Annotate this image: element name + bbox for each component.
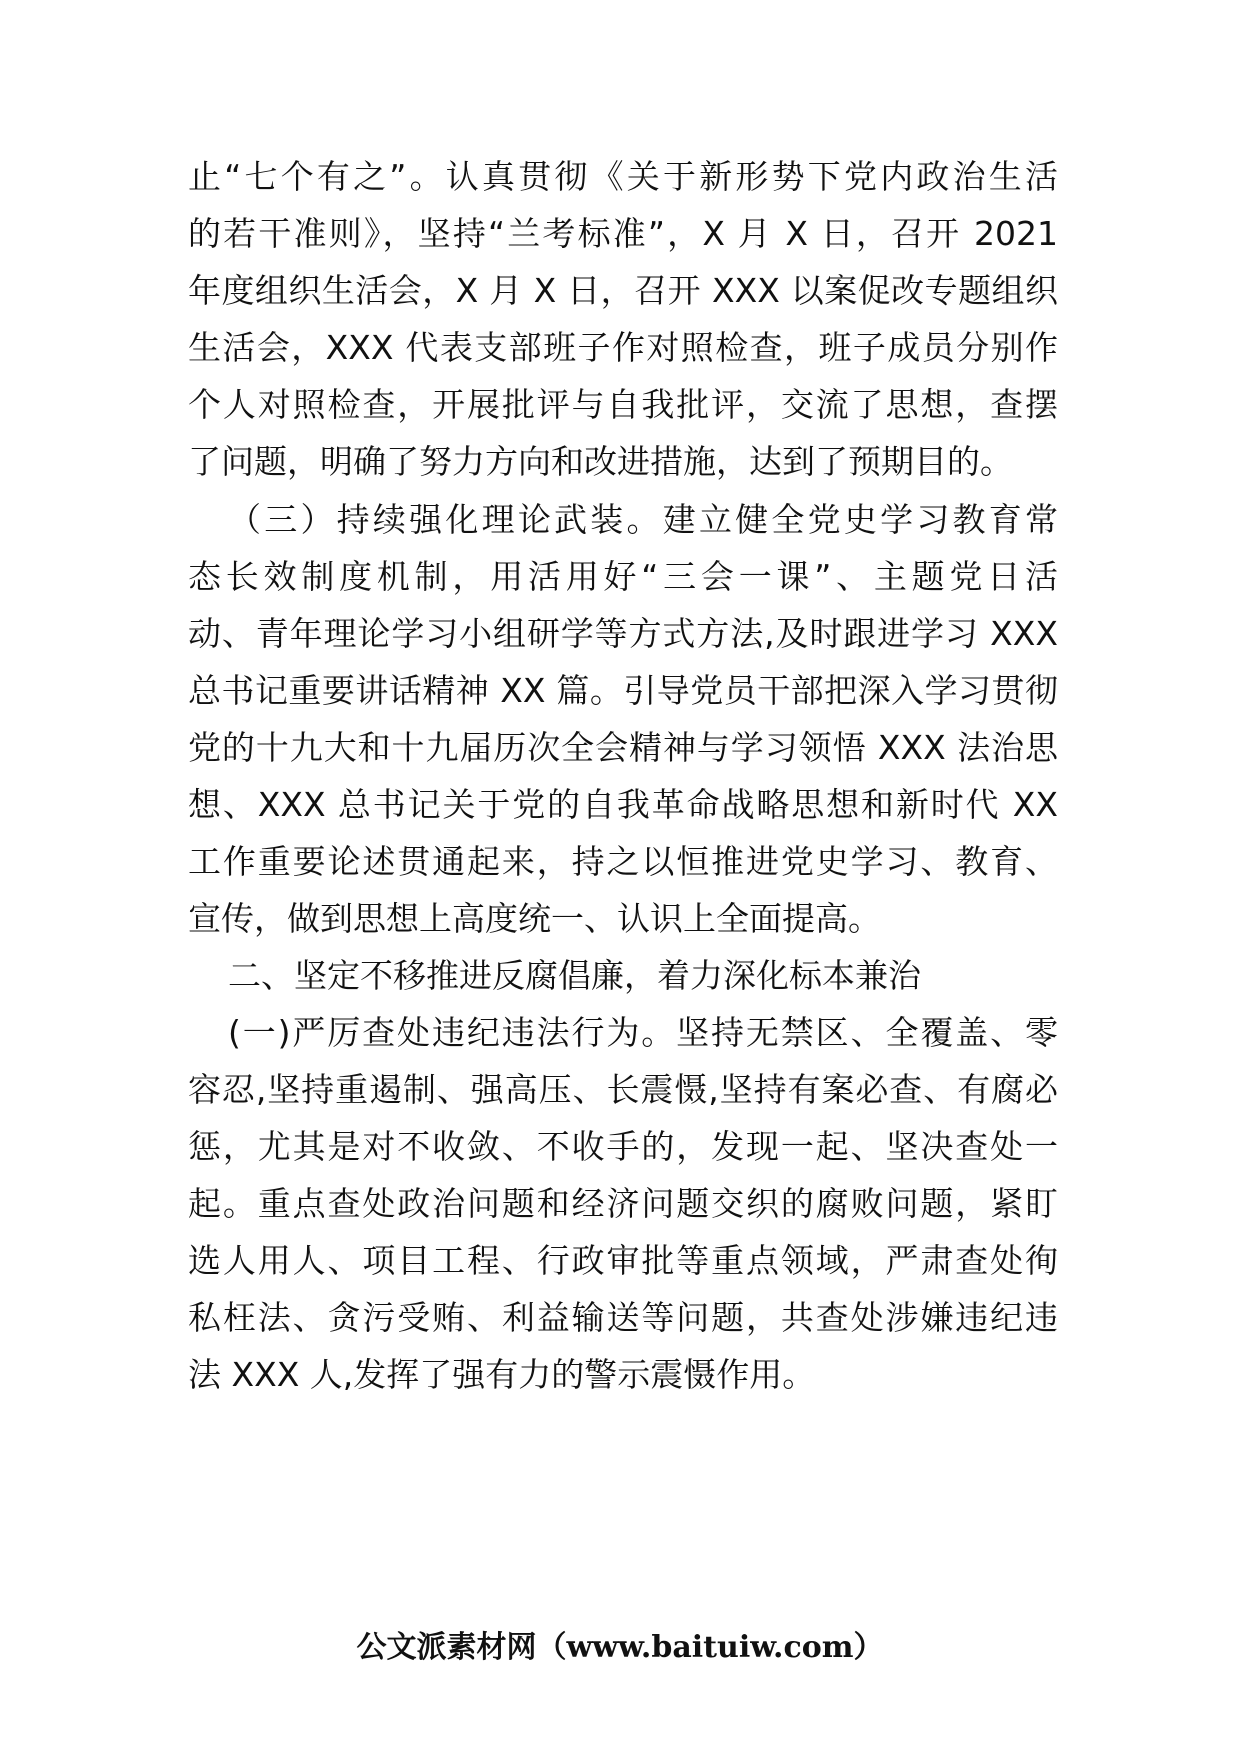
text-line: 年度组织生活会，X 月 X 日，召开 XXX 以案促改专题组织 <box>188 271 1058 310</box>
text-line: 法 XXX 人,发挥了强有力的警示震慑作用。 <box>188 1355 816 1394</box>
text-line: 止“七个有之”。认真贯彻《关于新形势下党内政治生活 <box>188 157 1058 196</box>
section-heading-3: （三）持续强化理论武装。建立健全党史学习教育常 <box>228 500 1058 539</box>
text-line: 工作重要论述贯通起来，持之以恒推进党史学习、教育、 <box>188 842 1058 881</box>
text-line: 党的十九大和十九届历次全会精神与学习领悟 XXX 法治思 <box>188 728 1058 767</box>
text-line: 容忍,坚持重遏制、强高压、长震慑,坚持有案必查、有腐必 <box>188 1070 1058 1109</box>
text-line: 起。重点查处政治问题和经济问题交织的腐败问题，紧盯 <box>188 1184 1058 1223</box>
section-heading-2: 二、坚定不移推进反腐倡廉，着力深化标本兼治 <box>228 956 921 995</box>
text-line: 了问题，明确了努力方向和改进措施，达到了预期目的。 <box>188 442 1013 481</box>
text-line: 生活会，XXX 代表支部班子作对照检查，班子成员分别作 <box>188 328 1058 367</box>
footer-watermark: 公文派素材网（www.baituiw.com） <box>356 1630 884 1665</box>
text-line: 个人对照检查，开展批评与自我批评，交流了思想，查摆 <box>188 385 1058 424</box>
text-line: 总书记重要讲话精神 XX 篇。引导党员干部把深入学习贯彻 <box>188 671 1058 710</box>
text-line: 选人用人、项目工程、行政审批等重点领域，严肃查处徇 <box>188 1241 1058 1280</box>
text-line: 惩，尤其是对不收敛、不收手的，发现一起、坚决查处一 <box>188 1127 1058 1166</box>
text-line: 宣传，做到思想上高度统一、认识上全面提高。 <box>188 899 881 938</box>
text-line: 私枉法、贪污受贿、利益输送等问题，共查处涉嫌违纪违 <box>188 1298 1058 1337</box>
text-line: 动、青年理论学习小组研学等方式方法,及时跟进学习 XXX <box>188 614 1058 653</box>
text-line: 想、XXX 总书记关于党的自我革命战略思想和新时代 XX <box>188 785 1058 824</box>
text-line: 的若干准则》，坚持“兰考标准”，X 月 X 日，召开 2021 <box>188 214 1058 253</box>
text-line: 态长效制度机制，用活用好“三会一课”、主题党日活 <box>188 557 1058 596</box>
subsection-heading-1: (一)严厉查处违纪违法行为。坚持无禁区、全覆盖、零 <box>228 1013 1058 1052</box>
